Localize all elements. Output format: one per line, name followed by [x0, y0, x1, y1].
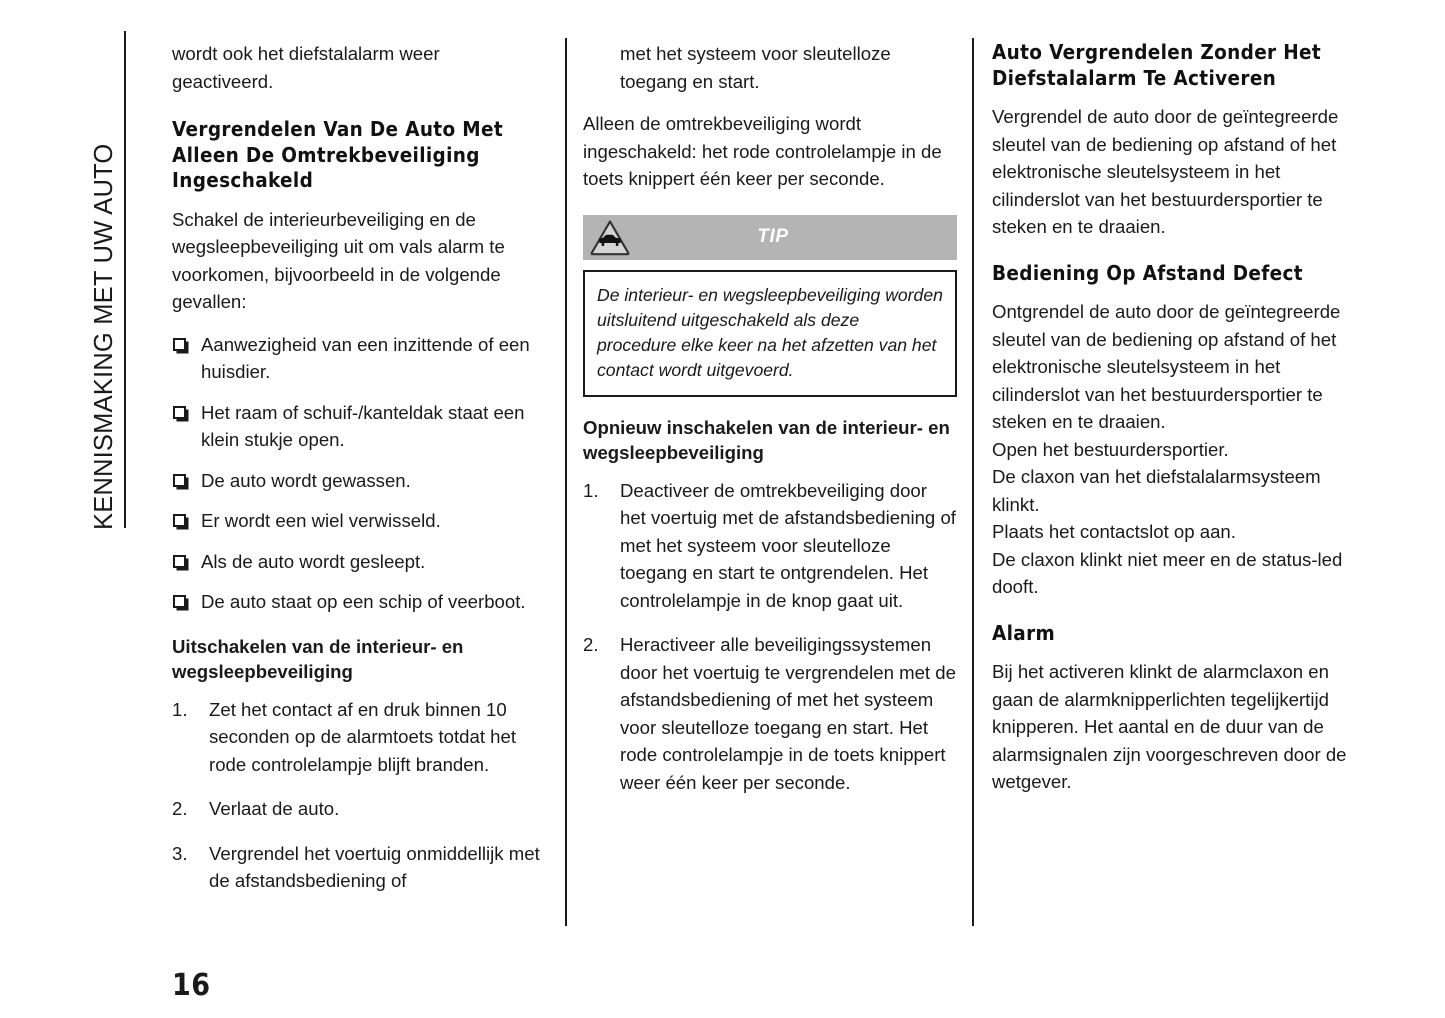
list-item-label: Het raam of schuif-/kanteldak staat een klein stukje open. — [201, 401, 525, 450]
list-item — [172, 507, 546, 535]
list-item-number: 2. — [583, 634, 599, 655]
list-item — [583, 477, 957, 615]
column2-numbered-list — [583, 477, 957, 797]
column2-subheading-1: Opnieuw inschakelen van de interieur- en wegsleepbeveiliging — [583, 416, 950, 463]
list-item-label: Deactiveer de omtrekbeveiliging door het voertuig met de afstandsbediening of met het systeem voor sleutelloze toegang en start te ontgrendelen. Het controlelampje in de knop gaat uit. — [620, 479, 956, 611]
list-item-label: De auto staat op een schip of veerboot. — [201, 591, 526, 612]
checkbox-square-icon — [173, 595, 186, 608]
checkbox-square-icon — [173, 474, 186, 487]
list-item — [172, 548, 546, 576]
column1-continuation-text: wordt ook het diefstalalarm weer geactiveerd. — [172, 43, 440, 92]
column3-paragraph-2: Ontgrendel de auto door de geïntegreerde sleutel van de bediening op afstand of het elektronische sleutelsysteem in het cilinderslot van het bestuurdersportier te steken en te draaien. — [992, 301, 1341, 432]
chapter-tab-rule — [124, 31, 126, 528]
tip-title: TIP — [757, 226, 789, 247]
column3-paragraph-3: Open het bestuurdersportier. — [992, 438, 1229, 460]
list-item — [172, 399, 546, 454]
column2-paragraph-1: Alleen de omtrekbeveiliging wordt ingeschakeld: het rode controlelampje in de toets knippert één keer per seconde. — [583, 113, 942, 189]
list-item — [583, 631, 957, 796]
column2-continuation-text: met het systeem voor sleutelloze toegang en start. — [620, 43, 891, 92]
column-1 — [172, 40, 546, 912]
list-item-label: Verlaat de auto. — [209, 798, 340, 819]
list-item-label: Als de auto wordt gesleept. — [201, 550, 426, 572]
warning-triangle-car-icon — [589, 218, 631, 257]
list-item-label: Zet het contact af en druk binnen 10 seconden op de alarmtoets totdat het rode controlelampje blijft branden. — [209, 698, 517, 775]
column3-paragraph-5: Plaats het contactslot op aan. — [992, 521, 1236, 542]
list-item — [172, 588, 546, 616]
list-item-number: 2. — [172, 798, 188, 819]
column3-paragraph-6: De claxon klinkt niet meer en de status-led dooft. — [992, 548, 1343, 597]
list-item — [172, 840, 546, 895]
chapter-tab-label: KENNISMAKING MET UW AUTO — [90, 143, 118, 530]
column-divider-2 — [972, 38, 974, 926]
column-2 — [583, 40, 957, 813]
checkbox-square-icon — [173, 406, 186, 419]
column3-heading-1: Auto Vergrendelen Zonder Het Diefstalalarm Te Activeren — [992, 40, 1322, 90]
list-item-label: Heractiveer alle beveiligingssystemen door het voertuig te vergrendelen met de afstandsbediening of met het systeem voor sleutelloze toegang en start. Het rode controlelampje in de toets knippert weer één keer per seconde. — [620, 634, 956, 793]
list-item — [172, 331, 546, 386]
chapter-tab — [84, 30, 126, 530]
list-item-label: Aanwezigheid van een inzittende of een huisdier. — [201, 333, 530, 382]
list-item — [172, 696, 546, 779]
list-item-label: Er wordt een wiel verwisseld. — [201, 510, 441, 531]
column1-intro-paragraph: Schakel de interieurbeveiliging en de wegsleepbeveiliging uit om vals alarm te voorkomen, bijvoorbeeld in de volgende gevallen: — [172, 208, 505, 312]
list-item — [172, 795, 546, 823]
checkbox-square-icon — [173, 338, 186, 351]
list-item-label: De auto wordt gewassen. — [201, 469, 411, 491]
column1-numbered-list — [172, 696, 546, 895]
column3-paragraph-7: Bij het activeren klinkt de alarmclaxon en gaan de alarmknipperlichten tegelijkertijd knipperen. Het aantal en de duur van de alarmsignalen zijn voorgeschreven door de wetgever. — [992, 661, 1347, 792]
list-item-number: 1. — [583, 479, 599, 501]
tip-body-text: De interieur- en wegsleepbeveiliging worden uitsluitend uitgeschakeld als deze procedure elke keer na het afzetten van het contact wordt uitgevoerd. — [597, 284, 943, 380]
column-3 — [992, 40, 1366, 811]
page-number: 16 — [172, 968, 211, 1003]
column1-heading-1: Vergrendelen Van De Auto Met Alleen De Omtrekbeveiliging Ingeschakeld — [172, 117, 503, 192]
column3-paragraph-4: De claxon van het diefstalalarmsysteem klinkt. — [992, 466, 1321, 515]
list-item-label: Vergrendel het voertuig onmiddellijk met de afstandsbediening of — [209, 842, 540, 891]
list-item — [172, 467, 546, 495]
column-divider-1 — [565, 38, 567, 926]
column3-heading-2: Bediening Op Afstand Defect — [992, 260, 1303, 285]
tip-header-bar — [583, 215, 957, 260]
tip-body — [583, 270, 957, 397]
checkbox-square-icon — [173, 555, 186, 568]
list-item-number: 3. — [172, 842, 188, 864]
column1-bullet-list — [172, 331, 546, 616]
column3-heading-3: Alarm — [992, 620, 1056, 645]
checkbox-square-icon — [173, 514, 186, 527]
column3-paragraph-1: Vergrendel de auto door de geïntegreerde sleutel van de bediening op afstand of het elektronische sleutelsysteem in het cilinderslot van het bestuurdersportier te steken en te draaien. — [992, 106, 1339, 237]
list-item-number: 1. — [172, 698, 188, 720]
tip-callout — [583, 215, 957, 397]
column1-subheading-1: Uitschakelen van de interieur- en wegsleepbeveiliging — [172, 635, 464, 682]
